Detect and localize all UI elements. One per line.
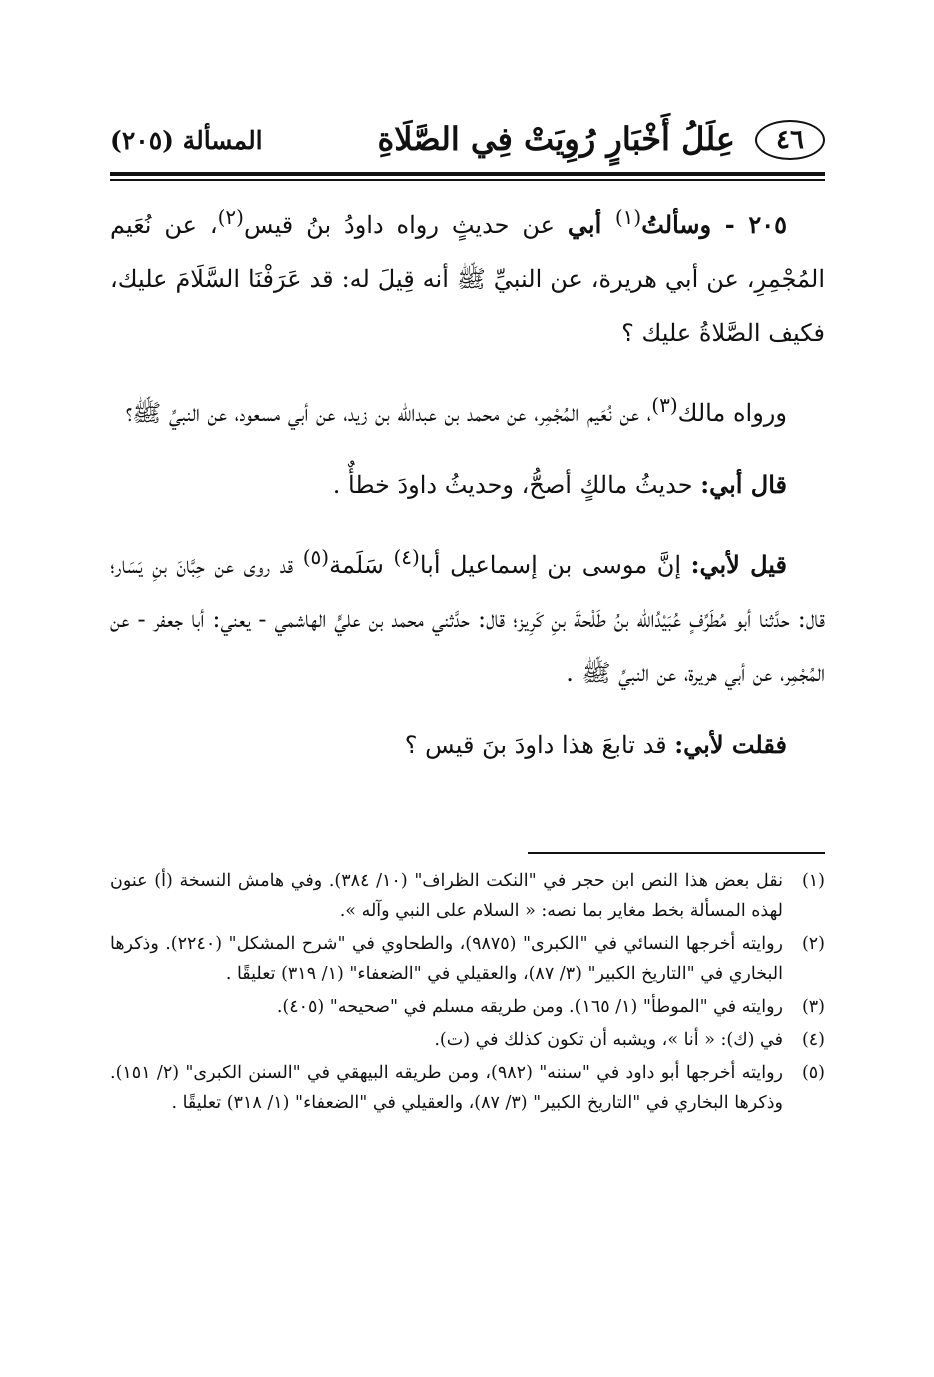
bold-phrase: قال أبي: bbox=[700, 470, 787, 499]
main-text bbox=[110, 190, 825, 790]
paragraph-3 bbox=[110, 458, 825, 512]
paragraph-5 bbox=[110, 718, 825, 772]
footnote-text: روايته أخرجها أبو داود في "سننه" (٩٨٢)، ومن طريقه البيهقي في "السنن الكبرى" (٢/ ١٥١). وذكرها البخاري في "التاريخ الكبير" (٣/ ٨٧)، والعقيلي في "الضعفاء" (١/ ٣١٨) تعليقًا . bbox=[110, 1063, 784, 1113]
footnote-3 bbox=[110, 992, 825, 1022]
footnotes bbox=[110, 866, 825, 1121]
footnote-text: روايته في "الموطأ" (١/ ١٦٥). ومن طريقه مسلم في "صحيحه" (٤٠٥). bbox=[276, 997, 783, 1017]
footnote-text: في (ك): « أنا »، ويشبه أن تكون كذلك في (ت). bbox=[434, 1030, 783, 1050]
page-number: ٤٦ bbox=[755, 120, 825, 160]
bold-phrase: أبي bbox=[567, 210, 615, 239]
footnote-ref-5: (٥) bbox=[302, 545, 330, 569]
paragraph-text: سَلَمة bbox=[329, 551, 394, 579]
footnote-text: روايته أخرجها النسائي في "الكبرى" (٩٨٧٥)، والطحاوي في "شرح المشكل" (٢٢٤٠). وذكرها البخاري في "التاريخ الكبير" (٣/ ٨٧)، والعقيلي في "الضعفاء" (١/ ٣١٩) تعليقًا . bbox=[110, 934, 783, 984]
footnote-2 bbox=[110, 929, 825, 989]
running-header bbox=[110, 118, 825, 170]
bold-phrase: قيل لأبي: bbox=[690, 550, 787, 579]
paragraph-text: إنَّ موسى بن إسماعيل أبا bbox=[419, 551, 691, 579]
paragraph-text: قد روى عن حِبَّانَ بنِ يَسَار؛ قال: حدَّثنا أبو مُطَرِّفٍ عُبَيْدُالله بنُ طَلْحةَ بنِ كَرِيز؛ قال: حدَّثني محمد بن عليٍّ الهاشمي - يعني: أبا جعفر - عن المُجْمِر، عن أبي هريرة، عن النبيِّ ﷺ . bbox=[110, 551, 825, 687]
footnote-1 bbox=[110, 866, 825, 926]
paragraph-text: ، عن نُعَيم المُجْمِر، عن محمد بن عبدالله بن زيد، عن أبي مسعود، عن النبيِّ ﷺ؟ bbox=[125, 399, 652, 427]
issue-number: ٢٠٥ - وسألتُ bbox=[641, 210, 787, 239]
footnote-divider bbox=[528, 852, 825, 854]
paragraph-1 bbox=[110, 190, 825, 360]
bold-phrase: فقلت لأبي: bbox=[674, 730, 787, 759]
header-rule-thick bbox=[110, 172, 825, 176]
paragraph-text: عن حديثٍ رواه داودُ بنُ قيس bbox=[243, 211, 568, 239]
paragraph-text: ورواه مالك bbox=[677, 399, 787, 427]
footnote-number: (٤) bbox=[801, 1030, 825, 1050]
paragraph-text: حديثُ مالكٍ أصحُّ، وحديثُ داودَ خطأٌ . bbox=[332, 471, 701, 499]
issue-label: المسألة (٢٠٥) bbox=[110, 126, 263, 155]
book-title: عِلَلُ أَخْبَارٍ رُوِيَتْ فِي الصَّلَاةِ bbox=[377, 120, 735, 158]
footnote-ref-2: (٢) bbox=[217, 205, 244, 229]
footnote-4 bbox=[110, 1025, 825, 1055]
paragraph-text: قد تابعَ هذا داودَ بنَ قيس ؟ bbox=[404, 731, 675, 759]
footnote-number: (٣) bbox=[801, 997, 825, 1017]
footnote-text: نقل بعض هذا النص ابن حجر في "النكت الظراف" (١٠/ ٣٨٤). وفي هامش النسخة (أ) عنون لهذه المسألة بخط مغاير بما نصه: « السلام على النبي وآله ». bbox=[110, 871, 783, 921]
footnote-ref-3: (٣) bbox=[651, 393, 678, 417]
paragraph-text: ، عن نُعَيم المُجْمِرِ، عن أبي هريرة، عن النبيِّ ﷺ أنه قِيلَ له: قد عَرَفْنَا السَّلَامَ عليك، فكيف الصَّلاةُ عليك ؟ bbox=[110, 211, 825, 347]
footnote-number: (٢) bbox=[801, 934, 825, 954]
footnote-number: (١) bbox=[801, 871, 825, 891]
footnote-ref-1: (١) bbox=[614, 205, 642, 229]
paragraph-2 bbox=[110, 378, 825, 440]
footnote-number: (٥) bbox=[801, 1063, 825, 1083]
footnote-ref-4: (٤) bbox=[393, 545, 420, 569]
paragraph-4 bbox=[110, 530, 825, 700]
footnote-5 bbox=[110, 1058, 825, 1118]
header-rule-thin bbox=[110, 179, 825, 181]
